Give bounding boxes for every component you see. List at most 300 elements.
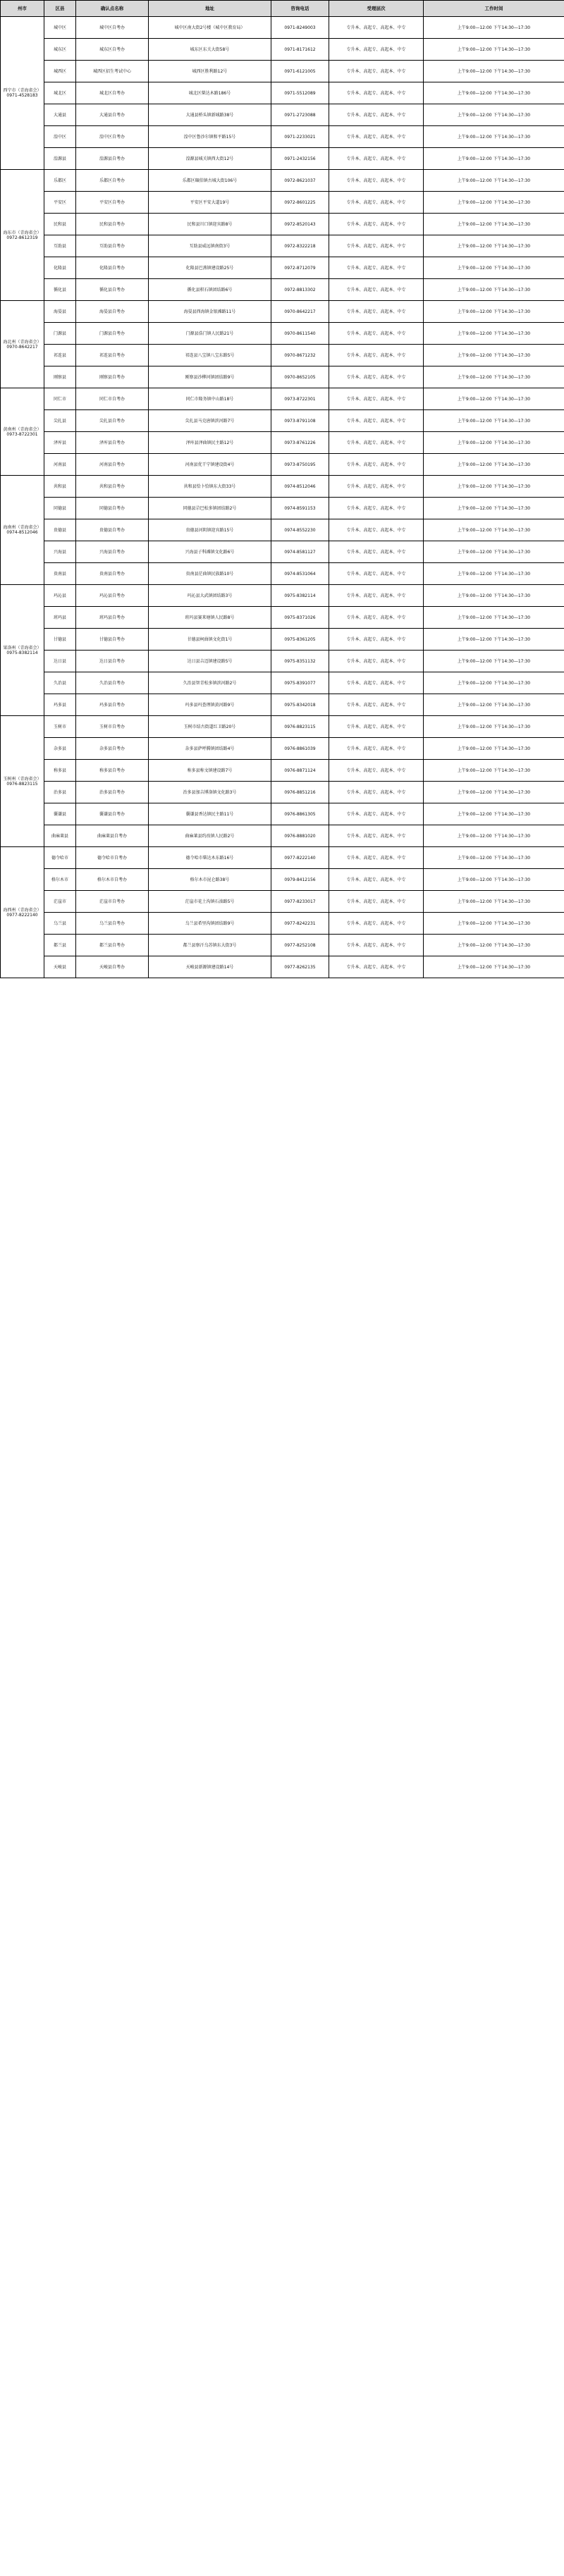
table-row bbox=[1, 760, 564, 782]
level-cell: 专升本、高起专、高起本、中专 bbox=[329, 454, 424, 476]
site-name-cell: 民和县自考办 bbox=[76, 214, 149, 235]
phone-cell: 0972-8712079 bbox=[271, 257, 329, 279]
site-name-cell: 达日县自考办 bbox=[76, 651, 149, 672]
level-cell: 专升本、高起专、高起本、中专 bbox=[329, 651, 424, 672]
address-cell: 贵南县茫曲镇民族路10号 bbox=[149, 563, 271, 585]
table-row bbox=[1, 410, 564, 432]
hours-cell: 上午9:00—12:00 下午14:30—17:30 bbox=[424, 170, 564, 192]
district-cell: 天峻县 bbox=[44, 956, 76, 978]
address-cell: 湟中区鲁沙尔镇和平路15号 bbox=[149, 126, 271, 148]
address-cell: 城北区柴达木路186号 bbox=[149, 82, 271, 104]
table-row bbox=[1, 126, 564, 148]
site-name-cell: 循化县自考办 bbox=[76, 279, 149, 301]
hours-cell: 上午9:00—12:00 下午14:30—17:30 bbox=[424, 913, 564, 935]
phone-cell: 0976-8823115 bbox=[271, 716, 329, 738]
address-cell: 平安区平安大道19号 bbox=[149, 192, 271, 214]
hours-cell: 上午9:00—12:00 下午14:30—17:30 bbox=[424, 891, 564, 913]
table-row bbox=[1, 192, 564, 214]
table-row bbox=[1, 803, 564, 825]
level-cell: 专升本、高起专、高起本、中专 bbox=[329, 672, 424, 694]
site-name-cell: 河南县自考办 bbox=[76, 454, 149, 476]
phone-cell: 0976-8861039 bbox=[271, 738, 329, 760]
phone-cell: 0979-8412156 bbox=[271, 869, 329, 891]
address-cell: 刚察县沙柳河镇团结路9号 bbox=[149, 366, 271, 388]
address-cell: 民和县川口镇迎宾路8号 bbox=[149, 214, 271, 235]
district-cell: 德令哈市 bbox=[44, 847, 76, 869]
site-name-cell: 同德县自考办 bbox=[76, 498, 149, 519]
city-cell: 海南州（青海省会）0974-8512046 bbox=[1, 476, 44, 585]
phone-cell: 0974-8552230 bbox=[271, 519, 329, 541]
site-name-cell: 化隆县自考办 bbox=[76, 257, 149, 279]
site-name-cell: 甘德县自考办 bbox=[76, 629, 149, 651]
address-cell: 达日县吉迈镇建设路5号 bbox=[149, 651, 271, 672]
table-row bbox=[1, 454, 564, 476]
address-cell: 门源县浩门镇人民路21号 bbox=[149, 323, 271, 345]
district-cell: 甘德县 bbox=[44, 629, 76, 651]
address-cell: 城中区南大街2号楼（城中区教育局） bbox=[149, 17, 271, 39]
district-cell: 贵南县 bbox=[44, 563, 76, 585]
level-cell: 专升本、高起专、高起本、中专 bbox=[329, 585, 424, 607]
district-cell: 乐都区 bbox=[44, 170, 76, 192]
level-cell: 专升本、高起专、高起本、中专 bbox=[329, 563, 424, 585]
site-name-cell: 城西区招生考试中心 bbox=[76, 61, 149, 82]
hours-cell: 上午9:00—12:00 下午14:30—17:30 bbox=[424, 192, 564, 214]
district-cell: 乌兰县 bbox=[44, 913, 76, 935]
table-row bbox=[1, 913, 564, 935]
table-row bbox=[1, 869, 564, 891]
address-cell: 互助县威远镇南街3号 bbox=[149, 235, 271, 257]
phone-cell: 0971-2723088 bbox=[271, 104, 329, 126]
hours-cell: 上午9:00—12:00 下午14:30—17:30 bbox=[424, 126, 564, 148]
district-cell: 茫崖市 bbox=[44, 891, 76, 913]
table-row bbox=[1, 17, 564, 39]
hours-cell: 上午9:00—12:00 下午14:30—17:30 bbox=[424, 323, 564, 345]
address-cell: 曲麻莱县约改镇人民路2号 bbox=[149, 825, 271, 847]
hours-cell: 上午9:00—12:00 下午14:30—17:30 bbox=[424, 782, 564, 803]
address-cell: 尖扎县马克唐镇滨河路7号 bbox=[149, 410, 271, 432]
hours-cell: 上午9:00—12:00 下午14:30—17:30 bbox=[424, 541, 564, 563]
level-cell: 专升本、高起专、高起本、中专 bbox=[329, 170, 424, 192]
address-cell: 乌兰县希里沟镇团结路9号 bbox=[149, 913, 271, 935]
site-name-cell: 大通县自考办 bbox=[76, 104, 149, 126]
hours-cell: 上午9:00—12:00 下午14:30—17:30 bbox=[424, 825, 564, 847]
hours-cell: 上午9:00—12:00 下午14:30—17:30 bbox=[424, 388, 564, 410]
level-cell: 专升本、高起专、高起本、中专 bbox=[329, 432, 424, 454]
table-row bbox=[1, 279, 564, 301]
phone-cell: 0972-8520143 bbox=[271, 214, 329, 235]
level-cell: 专升本、高起专、高起本、中专 bbox=[329, 235, 424, 257]
address-cell: 贵德县河阴镇迎宾路15号 bbox=[149, 519, 271, 541]
phone-cell: 0972-8621037 bbox=[271, 170, 329, 192]
level-cell: 专升本、高起专、高起本、中专 bbox=[329, 935, 424, 956]
district-cell: 大通县 bbox=[44, 104, 76, 126]
site-name-cell: 城北区自考办 bbox=[76, 82, 149, 104]
address-cell: 玛沁县大武镇团结路3号 bbox=[149, 585, 271, 607]
district-cell: 同仁市 bbox=[44, 388, 76, 410]
table-row bbox=[1, 148, 564, 170]
address-cell: 兴海县子科滩镇文化路6号 bbox=[149, 541, 271, 563]
hours-cell: 上午9:00—12:00 下午14:30—17:30 bbox=[424, 279, 564, 301]
district-cell: 刚察县 bbox=[44, 366, 76, 388]
level-cell: 专升本、高起专、高起本、中专 bbox=[329, 82, 424, 104]
table-row bbox=[1, 323, 564, 345]
district-cell: 泽库县 bbox=[44, 432, 76, 454]
site-name-cell: 都兰县自考办 bbox=[76, 935, 149, 956]
table-row bbox=[1, 694, 564, 716]
city-cell: 海西州（青海省会）0977-8222140 bbox=[1, 847, 44, 978]
table-row bbox=[1, 257, 564, 279]
address-cell: 城西区胜利路12号 bbox=[149, 61, 271, 82]
district-cell: 城北区 bbox=[44, 82, 76, 104]
phone-cell: 0972-8322218 bbox=[271, 235, 329, 257]
address-cell: 都兰县察汗乌苏镇东大街3号 bbox=[149, 935, 271, 956]
table-row bbox=[1, 39, 564, 61]
table-row bbox=[1, 104, 564, 126]
district-cell: 平安区 bbox=[44, 192, 76, 214]
phone-cell: 0971-6121005 bbox=[271, 61, 329, 82]
level-cell: 专升本、高起专、高起本、中专 bbox=[329, 192, 424, 214]
level-cell: 专升本、高起专、高起本、中专 bbox=[329, 869, 424, 891]
table-body bbox=[1, 17, 564, 978]
address-cell: 甘德县柯曲镇文化街1号 bbox=[149, 629, 271, 651]
phone-cell: 0976-8871124 bbox=[271, 760, 329, 782]
district-cell: 囊谦县 bbox=[44, 803, 76, 825]
table-row bbox=[1, 498, 564, 519]
address-cell: 茫崖市花土沟镇石油路5号 bbox=[149, 891, 271, 913]
level-cell: 专升本、高起专、高起本、中专 bbox=[329, 847, 424, 869]
hours-cell: 上午9:00—12:00 下午14:30—17:30 bbox=[424, 716, 564, 738]
table-row bbox=[1, 585, 564, 607]
site-name-cell: 天峻县自考办 bbox=[76, 956, 149, 978]
table-row bbox=[1, 388, 564, 410]
address-cell: 玉树市结古街道红卫路20号 bbox=[149, 716, 271, 738]
address-cell: 称多县称文镇建设路7号 bbox=[149, 760, 271, 782]
district-cell: 兴海县 bbox=[44, 541, 76, 563]
table-row bbox=[1, 214, 564, 235]
level-cell: 专升本、高起专、高起本、中专 bbox=[329, 61, 424, 82]
site-name-cell: 格尔木市自考办 bbox=[76, 869, 149, 891]
table-row bbox=[1, 345, 564, 366]
district-cell: 湟源县 bbox=[44, 148, 76, 170]
district-cell: 治多县 bbox=[44, 782, 76, 803]
site-name-cell: 久治县自考办 bbox=[76, 672, 149, 694]
table-row bbox=[1, 956, 564, 978]
level-cell: 专升本、高起专、高起本、中专 bbox=[329, 410, 424, 432]
site-name-cell: 茫崖市自考办 bbox=[76, 891, 149, 913]
address-cell: 格尔木市昆仑路38号 bbox=[149, 869, 271, 891]
col-header-district: 区县 bbox=[44, 1, 76, 17]
level-cell: 专升本、高起专、高起本、中专 bbox=[329, 498, 424, 519]
hours-cell: 上午9:00—12:00 下午14:30—17:30 bbox=[424, 301, 564, 323]
table-row bbox=[1, 235, 564, 257]
level-cell: 专升本、高起专、高起本、中专 bbox=[329, 214, 424, 235]
district-cell: 共和县 bbox=[44, 476, 76, 498]
district-cell: 玛多县 bbox=[44, 694, 76, 716]
district-cell: 城东区 bbox=[44, 39, 76, 61]
table-row bbox=[1, 716, 564, 738]
level-cell: 专升本、高起专、高起本、中专 bbox=[329, 323, 424, 345]
district-cell: 循化县 bbox=[44, 279, 76, 301]
hours-cell: 上午9:00—12:00 下午14:30—17:30 bbox=[424, 956, 564, 978]
phone-cell: 0975-8382114 bbox=[271, 585, 329, 607]
site-name-cell: 乌兰县自考办 bbox=[76, 913, 149, 935]
address-cell: 循化县积石镇团结路6号 bbox=[149, 279, 271, 301]
address-cell: 囊谦县香达镇民主路11号 bbox=[149, 803, 271, 825]
table-row bbox=[1, 301, 564, 323]
level-cell: 专升本、高起专、高起本、中专 bbox=[329, 126, 424, 148]
hours-cell: 上午9:00—12:00 下午14:30—17:30 bbox=[424, 738, 564, 760]
hours-cell: 上午9:00—12:00 下午14:30—17:30 bbox=[424, 672, 564, 694]
address-cell: 共和县恰卜恰镇东大街33号 bbox=[149, 476, 271, 498]
level-cell: 专升本、高起专、高起本、中专 bbox=[329, 803, 424, 825]
level-cell: 专升本、高起专、高起本、中专 bbox=[329, 891, 424, 913]
district-cell: 贵德县 bbox=[44, 519, 76, 541]
phone-cell: 0973-8791108 bbox=[271, 410, 329, 432]
hours-cell: 上午9:00—12:00 下午14:30—17:30 bbox=[424, 760, 564, 782]
phone-cell: 0970-8652105 bbox=[271, 366, 329, 388]
table-row bbox=[1, 825, 564, 847]
phone-cell: 0975-8361205 bbox=[271, 629, 329, 651]
district-cell: 民和县 bbox=[44, 214, 76, 235]
col-header-phone: 咨询电话 bbox=[271, 1, 329, 17]
city-cell: 西宁市（青海省会）0971-4528183 bbox=[1, 17, 44, 170]
phone-cell: 0970-8671232 bbox=[271, 345, 329, 366]
level-cell: 专升本、高起专、高起本、中专 bbox=[329, 716, 424, 738]
table-row bbox=[1, 61, 564, 82]
phone-cell: 0976-8881020 bbox=[271, 825, 329, 847]
district-cell: 班玛县 bbox=[44, 607, 76, 629]
district-cell: 互助县 bbox=[44, 235, 76, 257]
city-cell: 玉树州（青海省会）0976-8823115 bbox=[1, 716, 44, 847]
hours-cell: 上午9:00—12:00 下午14:30—17:30 bbox=[424, 563, 564, 585]
hours-cell: 上午9:00—12:00 下午14:30—17:30 bbox=[424, 519, 564, 541]
phone-cell: 0971-8249003 bbox=[271, 17, 329, 39]
site-name-cell: 杂多县自考办 bbox=[76, 738, 149, 760]
table-row bbox=[1, 519, 564, 541]
site-name-cell: 城东区自考办 bbox=[76, 39, 149, 61]
table-row bbox=[1, 847, 564, 869]
hours-cell: 上午9:00—12:00 下午14:30—17:30 bbox=[424, 257, 564, 279]
col-header-address: 地址 bbox=[149, 1, 271, 17]
table-row bbox=[1, 563, 564, 585]
hours-cell: 上午9:00—12:00 下午14:30—17:30 bbox=[424, 607, 564, 629]
phone-cell: 0975-8371026 bbox=[271, 607, 329, 629]
address-cell: 同仁市隆务镇中山路18号 bbox=[149, 388, 271, 410]
address-cell: 泽库县泽曲镇民主路12号 bbox=[149, 432, 271, 454]
site-name-cell: 玛沁县自考办 bbox=[76, 585, 149, 607]
site-name-cell: 兴海县自考办 bbox=[76, 541, 149, 563]
district-cell: 海晏县 bbox=[44, 301, 76, 323]
table-row bbox=[1, 651, 564, 672]
phone-cell: 0977-8252108 bbox=[271, 935, 329, 956]
col-header-city: 州市 bbox=[1, 1, 44, 17]
site-name-cell: 湟源县自考办 bbox=[76, 148, 149, 170]
site-name-cell: 海晏县自考办 bbox=[76, 301, 149, 323]
phone-cell: 0971-8171612 bbox=[271, 39, 329, 61]
level-cell: 专升本、高起专、高起本、中专 bbox=[329, 607, 424, 629]
site-name-cell: 泽库县自考办 bbox=[76, 432, 149, 454]
phone-cell: 0977-8242231 bbox=[271, 913, 329, 935]
level-cell: 专升本、高起专、高起本、中专 bbox=[329, 825, 424, 847]
address-cell: 河南县优干宁镇建设街4号 bbox=[149, 454, 271, 476]
table-row bbox=[1, 891, 564, 913]
address-cell: 玛多县玛查理镇黄河路9号 bbox=[149, 694, 271, 716]
level-cell: 专升本、高起专、高起本、中专 bbox=[329, 519, 424, 541]
site-name-cell: 湟中区自考办 bbox=[76, 126, 149, 148]
hours-cell: 上午9:00—12:00 下午14:30—17:30 bbox=[424, 235, 564, 257]
col-header-level: 受理层次 bbox=[329, 1, 424, 17]
phone-cell: 0974-8531064 bbox=[271, 563, 329, 585]
table-row bbox=[1, 738, 564, 760]
level-cell: 专升本、高起专、高起本、中专 bbox=[329, 782, 424, 803]
hours-cell: 上午9:00—12:00 下午14:30—17:30 bbox=[424, 803, 564, 825]
hours-cell: 上午9:00—12:00 下午14:30—17:30 bbox=[424, 17, 564, 39]
phone-cell: 0976-8851216 bbox=[271, 782, 329, 803]
district-cell: 门源县 bbox=[44, 323, 76, 345]
address-cell: 祁连县八宝镇八宝东路5号 bbox=[149, 345, 271, 366]
hours-cell: 上午9:00—12:00 下午14:30—17:30 bbox=[424, 432, 564, 454]
phone-cell: 0973-8750195 bbox=[271, 454, 329, 476]
level-cell: 专升本、高起专、高起本、中专 bbox=[329, 301, 424, 323]
hours-cell: 上午9:00—12:00 下午14:30—17:30 bbox=[424, 694, 564, 716]
phone-cell: 0977-8262135 bbox=[271, 956, 329, 978]
table-row bbox=[1, 782, 564, 803]
district-cell: 玛沁县 bbox=[44, 585, 76, 607]
site-name-cell: 治多县自考办 bbox=[76, 782, 149, 803]
table-row bbox=[1, 629, 564, 651]
level-cell: 专升本、高起专、高起本、中专 bbox=[329, 104, 424, 126]
district-cell: 祁连县 bbox=[44, 345, 76, 366]
exam-sites-table bbox=[0, 0, 564, 978]
district-cell: 玉树市 bbox=[44, 716, 76, 738]
level-cell: 专升本、高起专、高起本、中专 bbox=[329, 345, 424, 366]
phone-cell: 0977-8233017 bbox=[271, 891, 329, 913]
site-name-cell: 称多县自考办 bbox=[76, 760, 149, 782]
address-cell: 天峻县新源镇建设路14号 bbox=[149, 956, 271, 978]
district-cell: 达日县 bbox=[44, 651, 76, 672]
hours-cell: 上午9:00—12:00 下午14:30—17:30 bbox=[424, 935, 564, 956]
hours-cell: 上午9:00—12:00 下午14:30—17:30 bbox=[424, 410, 564, 432]
site-name-cell: 祁连县自考办 bbox=[76, 345, 149, 366]
site-name-cell: 乐都区自考办 bbox=[76, 170, 149, 192]
hours-cell: 上午9:00—12:00 下午14:30—17:30 bbox=[424, 148, 564, 170]
table-row bbox=[1, 672, 564, 694]
district-cell: 杂多县 bbox=[44, 738, 76, 760]
address-cell: 化隆县巴燕镇建设路25号 bbox=[149, 257, 271, 279]
district-cell: 同德县 bbox=[44, 498, 76, 519]
address-cell: 班玛县赛来塘镇人民路8号 bbox=[149, 607, 271, 629]
district-cell: 尖扎县 bbox=[44, 410, 76, 432]
district-cell: 格尔木市 bbox=[44, 869, 76, 891]
table-row bbox=[1, 476, 564, 498]
site-name-cell: 同仁市自考办 bbox=[76, 388, 149, 410]
phone-cell: 0975-8351132 bbox=[271, 651, 329, 672]
hours-cell: 上午9:00—12:00 下午14:30—17:30 bbox=[424, 585, 564, 607]
table-row bbox=[1, 432, 564, 454]
level-cell: 专升本、高起专、高起本、中专 bbox=[329, 388, 424, 410]
hours-cell: 上午9:00—12:00 下午14:30—17:30 bbox=[424, 847, 564, 869]
table-row bbox=[1, 541, 564, 563]
address-cell: 杂多县萨呼腾镇团结路4号 bbox=[149, 738, 271, 760]
address-cell: 湟源县城关镇西大街12号 bbox=[149, 148, 271, 170]
hours-cell: 上午9:00—12:00 下午14:30—17:30 bbox=[424, 345, 564, 366]
site-name-cell: 玛多县自考办 bbox=[76, 694, 149, 716]
page bbox=[0, 0, 564, 978]
table-row bbox=[1, 82, 564, 104]
header-row bbox=[1, 1, 564, 17]
district-cell: 城中区 bbox=[44, 17, 76, 39]
site-name-cell: 玉树市自考办 bbox=[76, 716, 149, 738]
site-name-cell: 贵德县自考办 bbox=[76, 519, 149, 541]
phone-cell: 0973-8722301 bbox=[271, 388, 329, 410]
level-cell: 专升本、高起专、高起本、中专 bbox=[329, 476, 424, 498]
level-cell: 专升本、高起专、高起本、中专 bbox=[329, 738, 424, 760]
level-cell: 专升本、高起专、高起本、中专 bbox=[329, 913, 424, 935]
address-cell: 治多县加吉博洛镇文化路3号 bbox=[149, 782, 271, 803]
hours-cell: 上午9:00—12:00 下午14:30—17:30 bbox=[424, 651, 564, 672]
city-cell: 海北州（青海省会）0970-8642217 bbox=[1, 301, 44, 388]
phone-cell: 0971-2233021 bbox=[271, 126, 329, 148]
phone-cell: 0970-8642217 bbox=[271, 301, 329, 323]
site-name-cell: 德令哈市自考办 bbox=[76, 847, 149, 869]
level-cell: 专升本、高起专、高起本、中专 bbox=[329, 39, 424, 61]
district-cell: 湟中区 bbox=[44, 126, 76, 148]
district-cell: 城西区 bbox=[44, 61, 76, 82]
district-cell: 河南县 bbox=[44, 454, 76, 476]
hours-cell: 上午9:00—12:00 下午14:30—17:30 bbox=[424, 214, 564, 235]
address-cell: 城东区东关大街58号 bbox=[149, 39, 271, 61]
district-cell: 都兰县 bbox=[44, 935, 76, 956]
phone-cell: 0975-8342018 bbox=[271, 694, 329, 716]
level-cell: 专升本、高起专、高起本、中专 bbox=[329, 257, 424, 279]
city-cell: 果洛州（青海省会）0975-8382114 bbox=[1, 585, 44, 716]
hours-cell: 上午9:00—12:00 下午14:30—17:30 bbox=[424, 366, 564, 388]
table-row bbox=[1, 366, 564, 388]
phone-cell: 0972-8601225 bbox=[271, 192, 329, 214]
level-cell: 专升本、高起专、高起本、中专 bbox=[329, 279, 424, 301]
phone-cell: 0976-8861305 bbox=[271, 803, 329, 825]
site-name-cell: 平安区自考办 bbox=[76, 192, 149, 214]
phone-cell: 0973-8761226 bbox=[271, 432, 329, 454]
phone-cell: 0977-8222140 bbox=[271, 847, 329, 869]
hours-cell: 上午9:00—12:00 下午14:30—17:30 bbox=[424, 61, 564, 82]
hours-cell: 上午9:00—12:00 下午14:30—17:30 bbox=[424, 39, 564, 61]
hours-cell: 上午9:00—12:00 下午14:30—17:30 bbox=[424, 476, 564, 498]
city-cell: 海东市（青海省会）0972-8612319 bbox=[1, 170, 44, 301]
address-cell: 同德县尕巴松多镇团结路2号 bbox=[149, 498, 271, 519]
table-row bbox=[1, 607, 564, 629]
hours-cell: 上午9:00—12:00 下午14:30—17:30 bbox=[424, 82, 564, 104]
phone-cell: 0970-8611540 bbox=[271, 323, 329, 345]
site-name-cell: 囊谦县自考办 bbox=[76, 803, 149, 825]
district-cell: 久治县 bbox=[44, 672, 76, 694]
level-cell: 专升本、高起专、高起本、中专 bbox=[329, 541, 424, 563]
table-row bbox=[1, 170, 564, 192]
hours-cell: 上午9:00—12:00 下午14:30—17:30 bbox=[424, 869, 564, 891]
level-cell: 专升本、高起专、高起本、中专 bbox=[329, 17, 424, 39]
site-name-cell: 班玛县自考办 bbox=[76, 607, 149, 629]
level-cell: 专升本、高起专、高起本、中专 bbox=[329, 148, 424, 170]
city-cell: 黄南州（青海省会）0973-8722301 bbox=[1, 388, 44, 476]
phone-cell: 0971-2432156 bbox=[271, 148, 329, 170]
col-header-hours: 工作时间 bbox=[424, 1, 564, 17]
phone-cell: 0971-5512089 bbox=[271, 82, 329, 104]
site-name-cell: 门源县自考办 bbox=[76, 323, 149, 345]
table-row bbox=[1, 935, 564, 956]
district-cell: 化隆县 bbox=[44, 257, 76, 279]
level-cell: 专升本、高起专、高起本、中专 bbox=[329, 760, 424, 782]
address-cell: 海晏县西海镇金银滩路11号 bbox=[149, 301, 271, 323]
